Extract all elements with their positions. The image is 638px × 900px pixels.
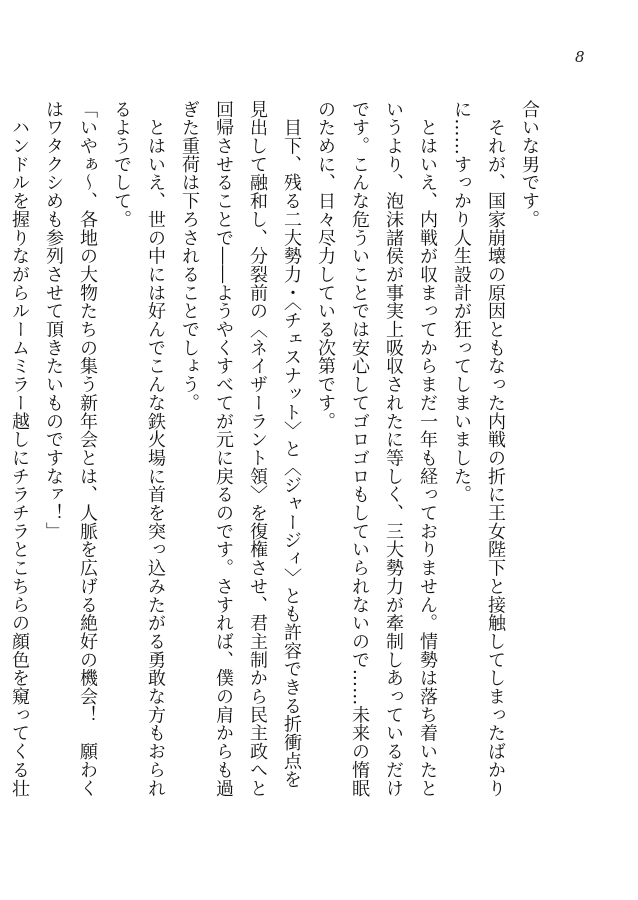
text-line: それが、国家崩壊の原因ともなった内戦の折に王女陛下と接触してしまったばかり [485,100,506,798]
page-number: 8 [575,48,585,66]
text-line: 合いな男です。 [519,100,540,229]
text-line: 「いやぁ～、各地の大物たちの集う新年会とは、人脈を広げる絶好の機会！ 願わく [77,100,98,798]
text-line: ぎた重荷は下ろされることでしょう。 [179,100,200,412]
body-text [9,100,546,840]
text-line: に……すっかり人生設計が狂ってしまいました。 [451,100,472,504]
text-line: 目下、残る二大勢力・〈チェスナット〉と〈ジャージィ〉とも許容できる折衝点を [281,100,302,789]
text-line: です。こんな危ういことでは安心してゴロゴロもしていられないので……未来の惰眠 [349,100,370,798]
text-line: はワタクシめも参列させて頂きたいものですなァ！」 [43,100,64,541]
text-line: とはいえ、内戦が収まってからまだ一年も経っておりません。情勢は落ち着いたと [417,100,438,798]
text-line: 見出して融和し、分裂前の〈ネイザーラント領〉を復権させ、君主制から民主政へと [247,100,268,798]
text-line: いうより、泡沫諸侯が事実上吸収されたに等しく、三大勢力が牽制しあっているだけ [383,100,404,798]
text-line: ハンドルを握りながらルームミラー越しにチラチラとこちらの顔色を窺ってくる壮 [9,100,30,798]
text-line: とはいえ、世の中には好んでこんな鉄火場に首を突っ込みたがる勇敢な方もおられ [145,100,166,798]
text-line [0,100,2,840]
text-line: のために、日々尽力している次第です。 [315,100,336,431]
text-line: るようでして。 [111,100,132,229]
text-line: 回帰させることで――ようやくすべてが元に戻るのです。さすれば、僕の肩からも過 [213,100,234,798]
